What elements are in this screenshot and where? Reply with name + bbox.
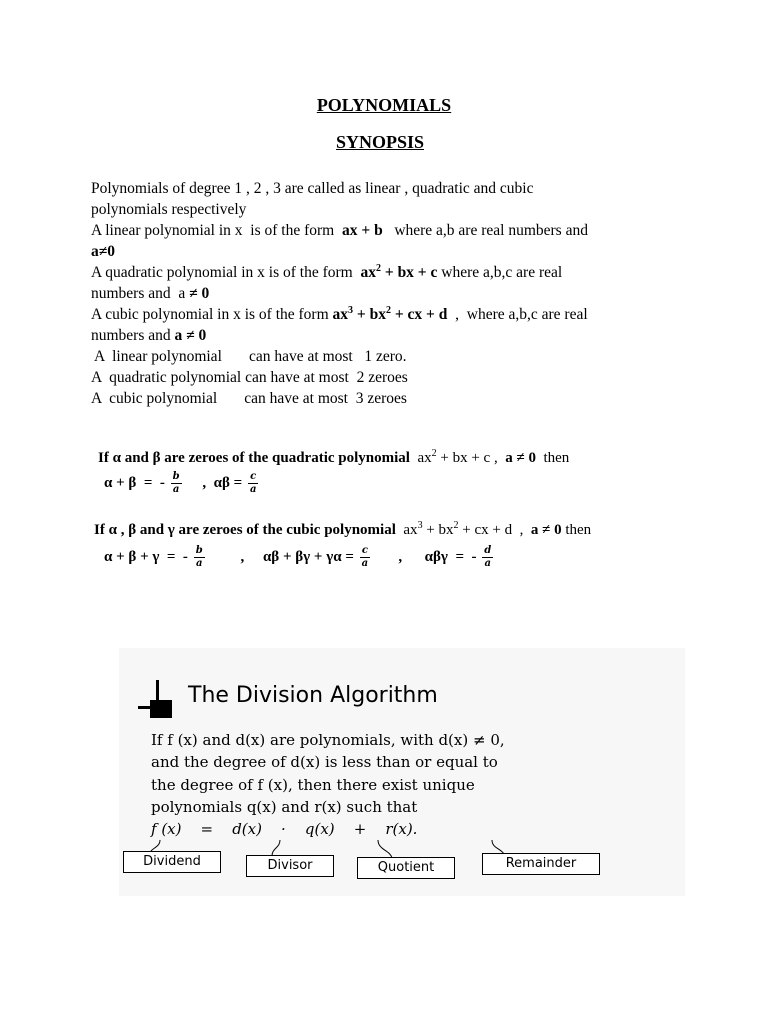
division-equation: f (x) = d(x) · q(x) + r(x). [151, 820, 418, 838]
page-subtitle: SYNOPSIS [335, 132, 425, 152]
cubic-statement: If α , β and γ are zeroes of the cubic polynomial $ax^3 + bx^2$ + cx + d , a ≠ 0 then [94, 520, 592, 538]
quadratic-condition: numbers and a ≠ 0 [91, 285, 210, 302]
quotient-label: Quotient [357, 857, 455, 879]
quotient-connector [378, 840, 392, 858]
divisor-connector [272, 840, 280, 856]
cubic-product-fraction: $\frac{d}{a}$ [484, 545, 492, 570]
cubic-pair-fraction: $\frac{c}{a}$ [361, 545, 369, 570]
sum-fraction: $\frac{b}{a}$ [172, 471, 180, 496]
division-line-4: polynomials q(x) and r(x) such that [151, 798, 418, 816]
division-line-2: and the degree of d(x) is less than or equal to [151, 753, 498, 771]
quadratic-formulas: α + β = - $\frac{b}{a}$ , αβ = $\frac{c}{a}$ [104, 471, 257, 496]
quadratic-definition: A quadratic polynomial in x is of the form $ax^2$ + bx + c where a,b,c are real [91, 262, 563, 281]
remainder-label: Remainder [482, 853, 600, 875]
intro-line-2: polynomials respectively [91, 201, 247, 218]
zeroes-cubic: A cubic polynomial can have at most 3 zeroes [91, 390, 407, 407]
cubic-definition: A cubic polynomial in x is of the form $ax^3 + bx^2$ + cx + d , where a,b,c are real [91, 304, 588, 323]
cubic-formulas: α + β + γ = - $\frac{b}{a}$ , αβ + βγ + γα = $\frac{c}{a}$ , αβγ = - $\frac{d}{a}$ [104, 545, 492, 570]
division-title: The Division Algorithm [188, 683, 438, 708]
zeroes-linear: A linear polynomial can have at most 1 zero. [91, 348, 407, 365]
remainder-connector [492, 840, 504, 854]
cubic-sum-fraction: $\frac{b}{a}$ [195, 545, 203, 570]
zeroes-quadratic: A quadratic polynomial can have at most 2 zeroes [91, 369, 408, 386]
linear-condition: a≠0 [91, 243, 116, 260]
linear-definition: A linear polynomial in x is of the form ax + b where a,b are real numbers and [91, 222, 588, 239]
intro-line-1: Polynomials of degree 1 , 2 , 3 are called as linear , quadratic and cubic [91, 180, 534, 197]
page-title: POLYNOMIALS [316, 95, 452, 115]
quadratic-statement: If α and β are zeroes of the quadratic polynomial $ax^2$ + bx + c , a ≠ 0 then [98, 448, 570, 466]
divisor-label: Divisor [246, 855, 334, 877]
product-fraction: $\frac{c}{a}$ [249, 471, 257, 496]
dividend-label: Dividend [123, 851, 221, 873]
division-line-3: the degree of f (x), then there exist unique [151, 776, 475, 794]
division-line-1: If f (x) and d(x) are polynomials, with d(x) ≠ 0, [151, 731, 505, 749]
cubic-condition: numbers and a ≠ 0 [91, 327, 207, 344]
